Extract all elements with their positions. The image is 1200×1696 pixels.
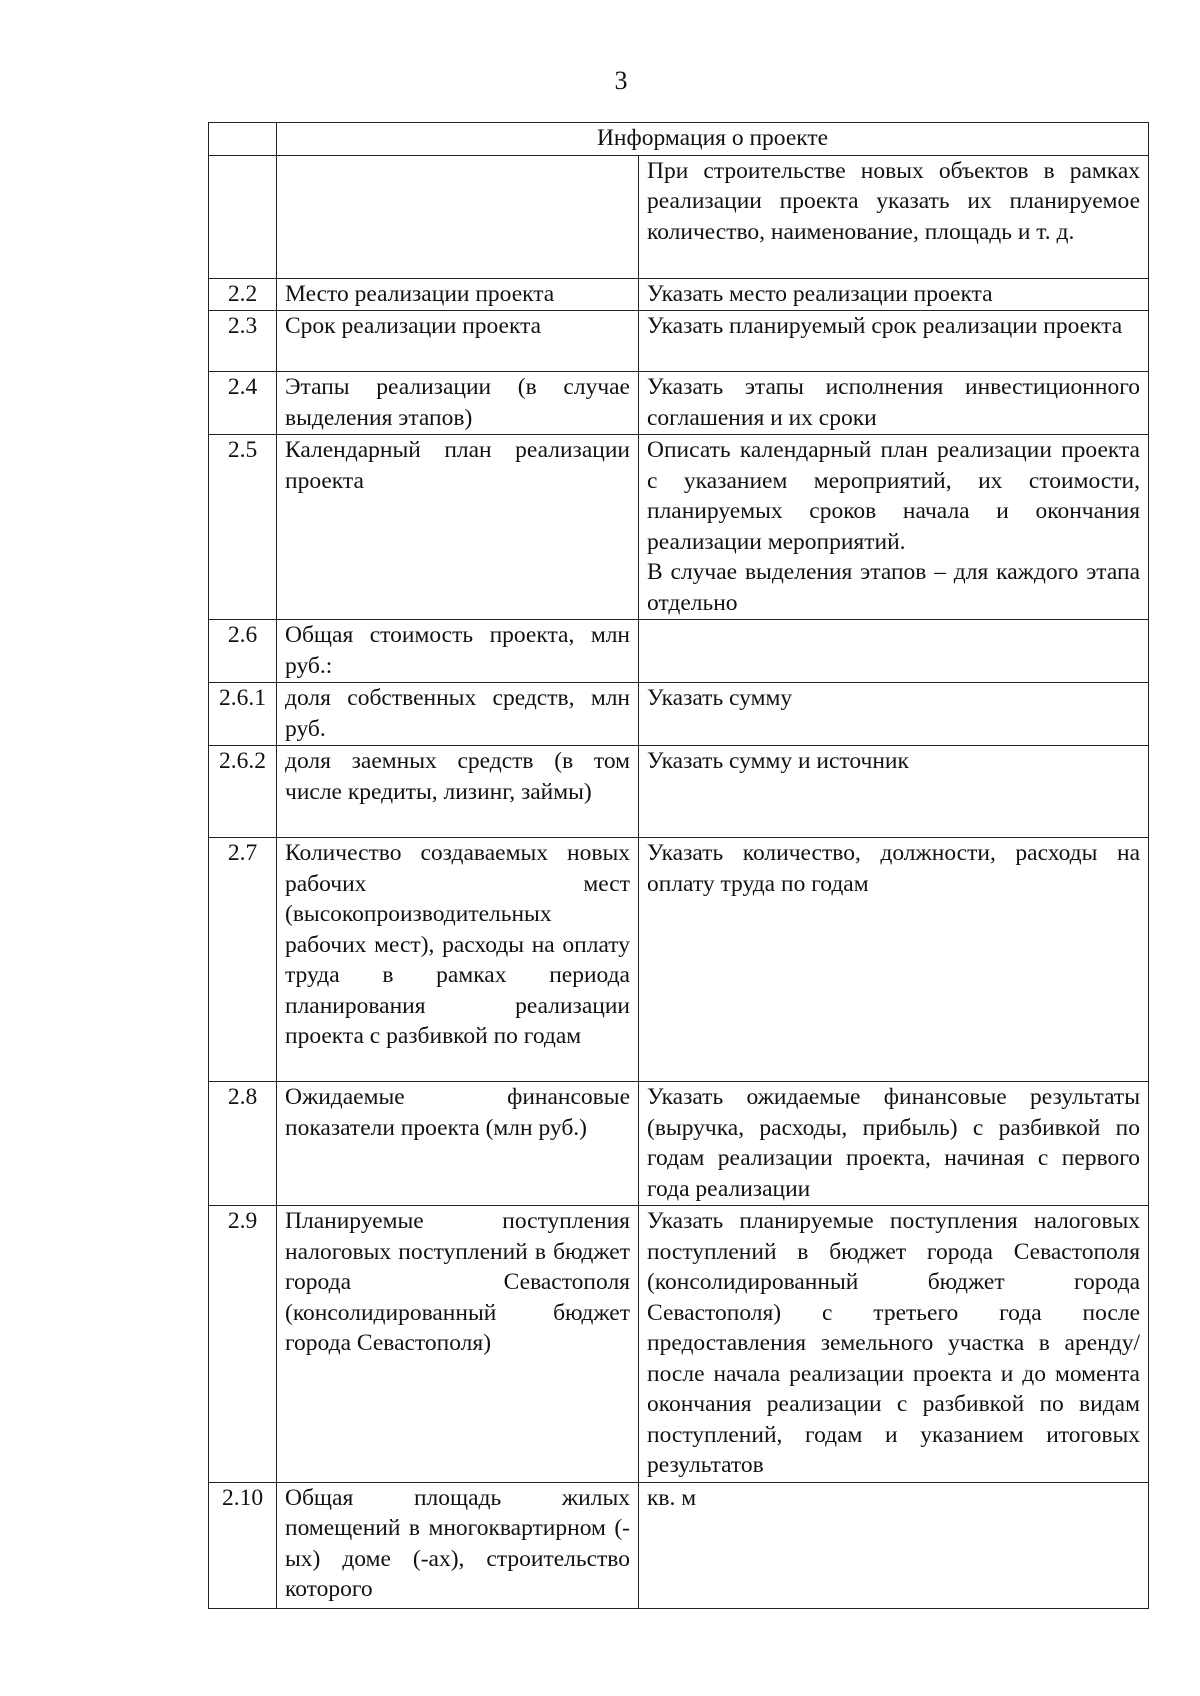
row-description: Указать ожидаемые финансовые результаты (выручка, расходы, прибыль) с разбивкой по годам реализации проекта, начиная с первого года реализации	[639, 1082, 1149, 1206]
row-number: 2.6	[209, 620, 277, 683]
table-header-title: Информация о проекте	[277, 123, 1149, 156]
page-number: 3	[614, 66, 628, 95]
row-number	[209, 155, 277, 278]
row-number: 2.10	[209, 1482, 277, 1608]
table-row	[209, 838, 1149, 1082]
row-name: Срок реализации проекта	[277, 311, 639, 372]
row-name: Количество создаваемых новых рабочих мест (высокопроизводительных рабочих мест), расходы на оплату труда в рамках периода планирования реализации проекта с разбивкой по годам	[277, 838, 639, 1082]
table-header-row	[209, 123, 1149, 156]
row-name: Этапы реализации (в случае выделения этапов)	[277, 372, 639, 435]
table-header-num-cell	[209, 123, 277, 156]
row-name: Общая площадь жилых помещений в многоквартирном (-ых) доме (-ах), строительство которого	[277, 1482, 639, 1608]
row-name: Место реализации проекта	[277, 278, 639, 311]
row-name: Планируемые поступления налоговых поступлений в бюджет города Севастополя (консолидированный бюджет города Севастополя)	[277, 1206, 639, 1483]
row-number: 2.7	[209, 838, 277, 1082]
row-description: Указать планируемые поступления налоговых поступлений в бюджет города Севастополя (консолидированный бюджет города Севастополя) с третьего года после предоставления земельного участка в аренду/после начала реализации проекта и до момента окончания реализации с разбивкой по видам поступлений, годам и указанием итоговых результатов	[639, 1206, 1149, 1483]
row-number: 2.8	[209, 1082, 277, 1206]
table-row	[209, 155, 1149, 278]
row-description	[639, 620, 1149, 683]
row-description: При строительстве новых объектов в рамках реализации проекта указать их планируемое количество, наименование, площадь и т. д.	[639, 155, 1149, 278]
row-number: 2.3	[209, 311, 277, 372]
table-row	[209, 1082, 1149, 1206]
row-name: доля собственных средств, млн руб.	[277, 683, 639, 746]
row-description: Указать место реализации проекта	[639, 278, 1149, 311]
table-row	[209, 746, 1149, 838]
row-description: Указать количество, должности, расходы на оплату труда по годам	[639, 838, 1149, 1082]
table-row	[209, 1482, 1149, 1608]
row-name: Ожидаемые финансовые показатели проекта (млн руб.)	[277, 1082, 639, 1206]
row-description: Указать этапы исполнения инвестиционного соглашения и их сроки	[639, 372, 1149, 435]
row-name: Общая стоимость проекта, млн руб.:	[277, 620, 639, 683]
row-description-paragraph: Описать календарный план реализации проекта с указанием мероприятий, их стоимости, планируемых сроков начала и окончания реализации мероприятий.	[647, 437, 1140, 555]
row-number: 2.5	[209, 435, 277, 620]
row-description: кв. м	[639, 1482, 1149, 1608]
row-description: Указать планируемый срок реализации проекта	[639, 311, 1149, 372]
table-row	[209, 278, 1149, 311]
row-name: доля заемных средств (в том числе кредиты, лизинг, займы)	[277, 746, 639, 838]
row-number: 2.6.2	[209, 746, 277, 838]
row-number: 2.6.1	[209, 683, 277, 746]
table-row	[209, 683, 1149, 746]
row-description: Указать сумму и источник	[639, 746, 1149, 838]
row-description: Указать сумму	[639, 683, 1149, 746]
row-name: Календарный план реализации проекта	[277, 435, 639, 620]
row-number: 2.2	[209, 278, 277, 311]
row-name	[277, 155, 639, 278]
project-info-table	[208, 122, 1149, 1609]
table-row	[209, 620, 1149, 683]
row-number: 2.4	[209, 372, 277, 435]
table-row	[209, 1206, 1149, 1483]
table-row	[209, 372, 1149, 435]
row-description-paragraph: В случае выделения этапов – для каждого этапа отдельно	[647, 559, 1140, 616]
table-row	[209, 311, 1149, 372]
table-row	[209, 435, 1149, 620]
row-description	[639, 435, 1149, 620]
row-number: 2.9	[209, 1206, 277, 1483]
